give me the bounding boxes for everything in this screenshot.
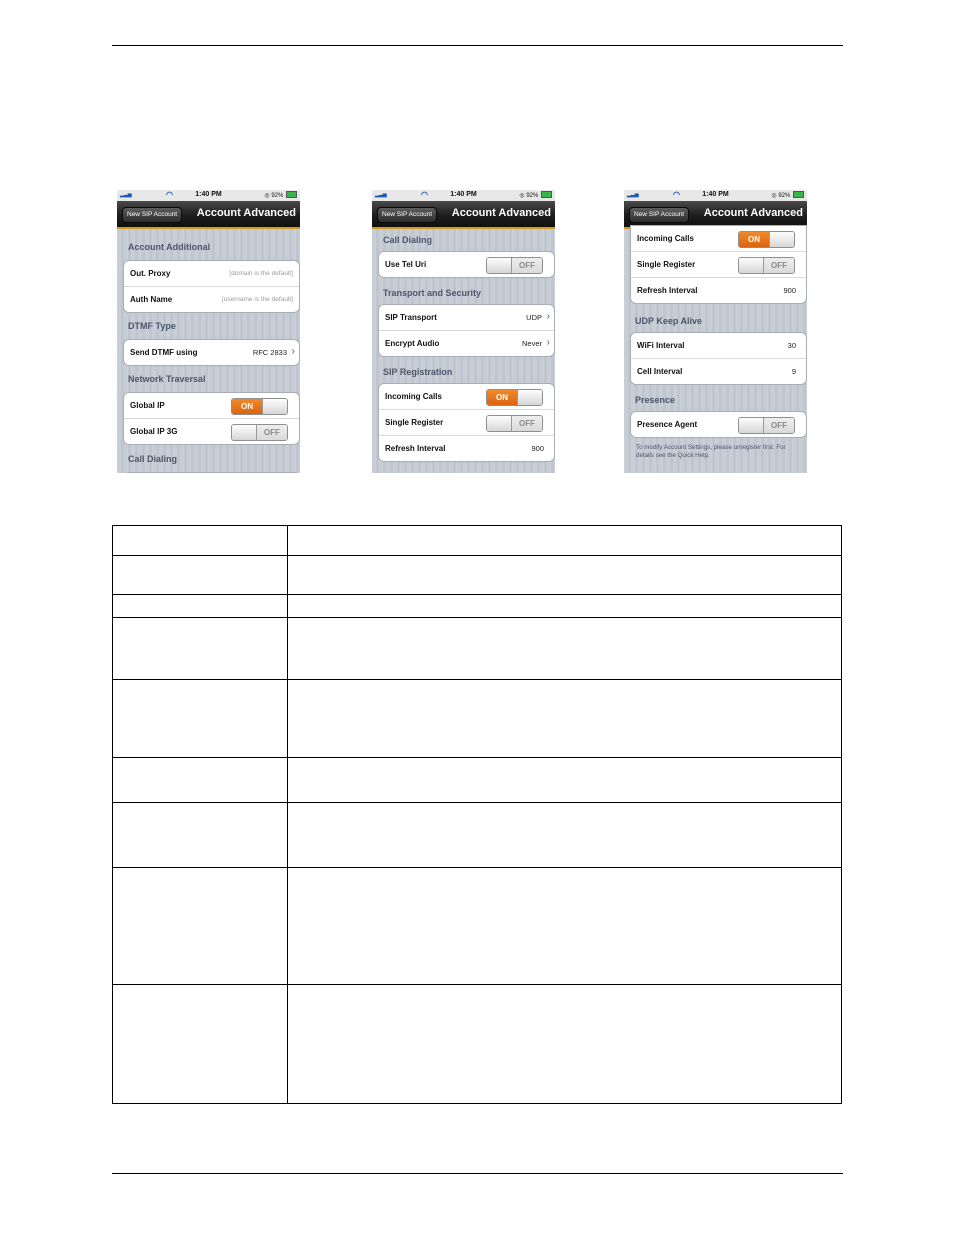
table-cell xyxy=(288,526,842,556)
table-cell xyxy=(288,985,842,1104)
setting-value: RFC 2833 xyxy=(252,348,287,357)
toggle-state: OFF xyxy=(512,258,542,273)
section-header: Presence xyxy=(635,395,676,405)
toggle-knob xyxy=(769,232,794,247)
top-rule xyxy=(112,45,843,46)
section-header: SIP Registration xyxy=(383,367,453,377)
battery-percent: 92% xyxy=(271,193,284,199)
setting-label: Refresh Interval xyxy=(385,444,446,453)
toggle-state: OFF xyxy=(764,418,794,433)
setting-row-send-dtmf[interactable] xyxy=(124,340,299,365)
setting-row-wifi-interval[interactable] xyxy=(631,333,806,359)
setting-row-single-register xyxy=(379,410,554,436)
table-cell xyxy=(113,556,288,595)
toggle-state: OFF xyxy=(764,258,794,273)
setting-label: Send DTMF using xyxy=(130,348,198,357)
nav-title: Account Advanced xyxy=(196,207,296,219)
settings-description-table xyxy=(112,525,842,1104)
single-register-toggle[interactable] xyxy=(486,415,543,432)
setting-row-incoming-calls xyxy=(379,384,554,410)
toggle-knob xyxy=(262,399,287,414)
chevron-right-icon: › xyxy=(546,311,550,322)
status-time: 1:40 PM xyxy=(702,191,729,198)
toggle-state: ON xyxy=(232,399,262,414)
toggle-state: OFF xyxy=(257,425,287,440)
bottom-rule xyxy=(112,1173,843,1174)
nav-bar xyxy=(372,201,555,229)
setting-label: Cell Interval xyxy=(637,367,683,376)
status-time: 1:40 PM xyxy=(195,191,222,198)
setting-label: Auth Name xyxy=(130,295,173,304)
settings-group xyxy=(123,339,300,366)
setting-value: UDP xyxy=(526,313,542,322)
table-row xyxy=(113,526,842,556)
setting-row-global-ip xyxy=(124,393,299,419)
setting-label: Encrypt Audio xyxy=(385,339,440,348)
table-cell xyxy=(113,985,288,1104)
setting-label: Out. Proxy xyxy=(130,269,171,278)
toggle-knob xyxy=(739,418,764,433)
use-tel-uri-toggle[interactable] xyxy=(486,257,543,274)
setting-row-sip-transport[interactable] xyxy=(379,305,554,331)
table-row xyxy=(113,556,842,595)
setting-row-refresh-interval[interactable] xyxy=(631,278,806,303)
settings-group xyxy=(123,260,300,313)
screenshot-account-advanced-1 xyxy=(117,190,300,473)
signal-icon: ▂▃▅ xyxy=(375,192,387,198)
toggle-state: ON xyxy=(739,232,769,247)
setting-label: Presence Agent xyxy=(637,420,698,429)
status-time: 1:40 PM xyxy=(450,191,477,198)
lock-icon: ◎ xyxy=(519,193,525,199)
table-row xyxy=(113,595,842,618)
table-cell xyxy=(113,680,288,758)
setting-row-auth-name[interactable] xyxy=(124,287,299,312)
setting-label: Global IP 3G xyxy=(130,427,178,436)
table-cell xyxy=(288,556,842,595)
setting-label: Incoming Calls xyxy=(385,392,442,401)
section-header: Account Additional xyxy=(128,242,211,252)
back-button[interactable]: New SIP Account xyxy=(629,207,689,223)
setting-label: Global IP xyxy=(130,401,165,410)
section-header: Call Dialing xyxy=(128,454,178,464)
battery-indicator xyxy=(519,191,552,199)
screenshot-account-advanced-3 xyxy=(624,190,807,473)
nav-title: Account Advanced xyxy=(703,207,803,219)
setting-row-cell-interval[interactable] xyxy=(631,359,806,384)
status-bar xyxy=(372,190,555,201)
toggle-state: ON xyxy=(487,390,517,405)
status-bar xyxy=(117,190,300,201)
setting-row-refresh-interval[interactable] xyxy=(379,436,554,461)
battery-percent: 92% xyxy=(526,193,539,199)
wifi-icon: ◠ xyxy=(421,190,428,199)
out-proxy-field[interactable]: [domain is the default] xyxy=(229,270,293,277)
settings-group xyxy=(378,251,555,278)
chevron-right-icon: › xyxy=(546,337,550,348)
wifi-icon: ◠ xyxy=(166,190,173,199)
global-ip-toggle[interactable] xyxy=(231,398,288,415)
table-row xyxy=(113,758,842,803)
battery-indicator xyxy=(264,191,297,199)
lock-icon: ◎ xyxy=(264,193,270,199)
setting-value: Never xyxy=(521,339,542,348)
chevron-right-icon: › xyxy=(291,346,295,357)
toggle-knob xyxy=(517,390,542,405)
settings-group xyxy=(378,383,555,462)
battery-icon xyxy=(793,191,804,198)
table-cell xyxy=(113,595,288,618)
section-header: UDP Keep Alive xyxy=(635,316,703,326)
toggle-knob xyxy=(739,258,764,273)
battery-indicator xyxy=(771,191,804,199)
battery-percent: 92% xyxy=(778,193,791,199)
setting-row-presence-agent xyxy=(631,412,806,437)
table-cell xyxy=(288,868,842,985)
single-register-toggle[interactable] xyxy=(738,257,795,274)
status-bar xyxy=(624,190,807,201)
table-cell xyxy=(113,803,288,868)
setting-row-global-ip-3g xyxy=(124,419,299,444)
battery-icon xyxy=(286,191,297,198)
incoming-calls-toggle[interactable] xyxy=(738,231,795,248)
lock-icon: ◎ xyxy=(771,193,777,199)
table-cell xyxy=(113,618,288,680)
setting-row-encrypt-audio[interactable] xyxy=(379,331,554,356)
nav-bar xyxy=(117,201,300,229)
table-cell xyxy=(113,758,288,803)
setting-label: WiFi Interval xyxy=(637,341,685,350)
toggle-state: OFF xyxy=(512,416,542,431)
setting-label: Single Register xyxy=(637,260,696,269)
setting-row-incoming-calls xyxy=(631,226,806,252)
wifi-icon: ◠ xyxy=(673,190,680,199)
setting-value: 30 xyxy=(787,341,796,350)
table-cell xyxy=(288,618,842,680)
setting-label: Use Tel Uri xyxy=(385,260,427,269)
setting-label: Incoming Calls xyxy=(637,234,694,243)
table-row xyxy=(113,868,842,985)
settings-group xyxy=(123,392,300,445)
table-cell xyxy=(288,803,842,868)
back-button[interactable]: New SIP Account xyxy=(122,207,182,223)
section-header: Call Dialing xyxy=(383,235,433,245)
table-row xyxy=(113,803,842,868)
nav-title: Account Advanced xyxy=(451,207,551,219)
screenshot-account-advanced-2 xyxy=(372,190,555,473)
toggle-knob xyxy=(487,416,512,431)
setting-row-single-register xyxy=(631,252,806,278)
setting-value: 900 xyxy=(783,286,796,295)
settings-group xyxy=(630,225,807,304)
table-cell xyxy=(288,595,842,618)
table-cell xyxy=(288,680,842,758)
signal-icon: ▂▃▅ xyxy=(627,192,639,198)
table-cell xyxy=(113,868,288,985)
auth-name-field[interactable]: [username is the default] xyxy=(221,296,293,303)
settings-group xyxy=(123,472,300,473)
section-header: Network Traversal xyxy=(128,374,206,384)
battery-icon xyxy=(541,191,552,198)
setting-value: 9 xyxy=(791,367,796,376)
setting-row-use-tel-uri xyxy=(379,252,554,277)
setting-value: 900 xyxy=(531,444,544,453)
presence-agent-toggle[interactable] xyxy=(738,417,795,434)
table-cell xyxy=(113,526,288,556)
table-row xyxy=(113,680,842,758)
section-header: DTMF Type xyxy=(128,321,176,331)
signal-icon: ▂▃▅ xyxy=(120,192,132,198)
setting-label: Refresh Interval xyxy=(637,286,698,295)
table-cell xyxy=(288,758,842,803)
unregister-note: To modify Account Settings, please unregister first. For details see the Quick Help. xyxy=(636,444,786,459)
settings-group xyxy=(630,332,807,385)
settings-group xyxy=(630,411,807,438)
toggle-knob xyxy=(487,258,512,273)
table-row xyxy=(113,618,842,680)
global-ip-3g-toggle[interactable] xyxy=(231,424,288,441)
incoming-calls-toggle[interactable] xyxy=(486,389,543,406)
section-header: Transport and Security xyxy=(383,288,482,298)
table-row xyxy=(113,985,842,1104)
toggle-knob xyxy=(232,425,257,440)
settings-group xyxy=(378,304,555,357)
back-button[interactable]: New SIP Account xyxy=(377,207,437,223)
setting-row-out-proxy[interactable] xyxy=(124,261,299,287)
setting-label: Single Register xyxy=(385,418,444,427)
setting-label: SIP Transport xyxy=(385,313,437,322)
